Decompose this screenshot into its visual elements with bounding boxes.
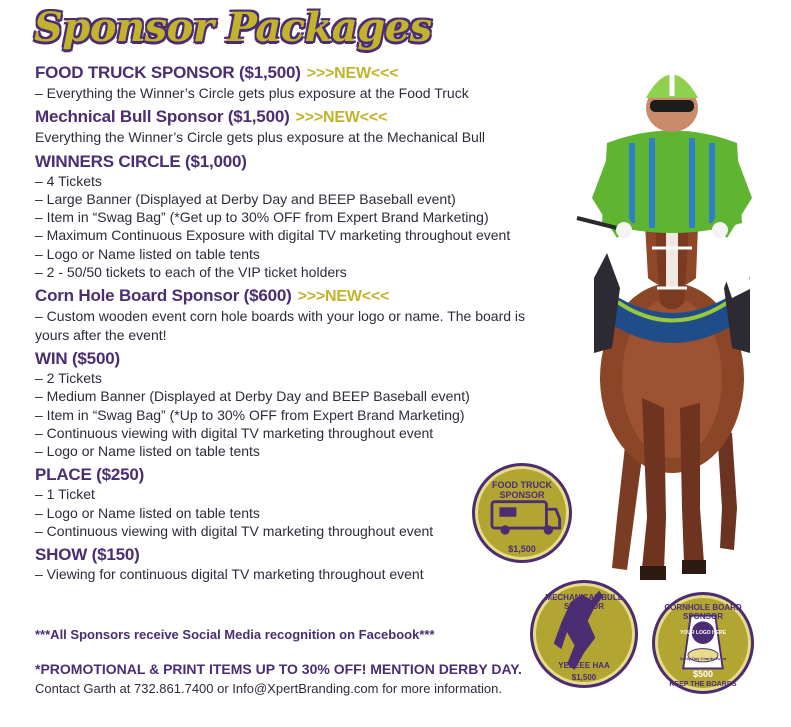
food-truck-sponsor-badge — [472, 463, 572, 563]
mechanical-bull-badge-tagline: YEEEEE HAA — [558, 661, 610, 670]
cornhole-badge-center: YOUR LOGO HERE — [680, 630, 726, 636]
promo-note: *PROMOTIONAL & PRINT ITEMS UP TO 30% OFF! MENTION DERBY DAY. — [35, 661, 522, 677]
package-line: – Medium Banner (Displayed at Derby Day and BEEP Baseball event) — [35, 388, 470, 405]
package-line: – Maximum Continuous Exposure with digital TV marketing throughout event — [35, 227, 511, 244]
cornhole-badge-mini-brand: Derby Day Charity Event — [679, 656, 727, 661]
package-line: – 1 Ticket — [35, 486, 95, 503]
package-line: – Logo or Name listed on table tents — [35, 245, 260, 262]
cornhole-badge-label: CORNHOLE BOARD SPONSOR — [664, 603, 742, 621]
package-line: – Large Banner (Displayed at Derby Day and BEEP Baseball event) — [35, 190, 456, 207]
package-title — [35, 62, 565, 84]
package-line: – Continuous viewing with digital TV marketing throughout event — [35, 424, 434, 441]
food-truck-badge-label: FOOD TRUCK SPONSOR — [492, 480, 552, 500]
package-line: – 2 - 50/50 tickets to each of the VIP ticket holders — [35, 264, 347, 281]
food-truck-badge-price: $1,500 — [508, 544, 536, 554]
package-title-text: PLACE ($250) — [35, 465, 145, 485]
package-line: – Custom wooden event corn hole boards with your logo or name. The board is yours after the event! — [35, 308, 526, 343]
package-4 — [35, 348, 565, 460]
mechanical-bull-sponsor-badge — [530, 580, 638, 688]
new-tag: >>>NEW<<< — [295, 109, 388, 127]
package-title — [35, 151, 565, 172]
package-line: – Item in “Swag Bag” (*Up to 30% OFF from Expert Brand Marketing) — [35, 406, 465, 423]
package-line: – Everything the Winner’s Circle gets plus exposure at the Food Truck — [35, 85, 469, 101]
package-title-text: Corn Hole Board Sponsor ($600) — [35, 286, 292, 306]
package-line: – Logo or Name listed on table tents — [35, 504, 260, 521]
new-tag: >>>NEW<<< — [306, 65, 399, 82]
jockey-horse-illustration — [572, 48, 772, 608]
package-title-text: WIN ($500) — [35, 348, 120, 368]
social-media-note: ***All Sponsors receive Social Media recognition on Facebook*** — [35, 627, 435, 642]
package-line: Everything the Winner’s Circle gets plus exposure at the Mechanical Bull — [35, 129, 486, 146]
package-title — [35, 106, 565, 128]
new-tag: >>>NEW<<< — [297, 288, 390, 306]
package-line: – 4 Tickets — [35, 172, 102, 189]
package-3 — [35, 285, 565, 344]
cornhole-badge-tagline: KEEP THE BOARDS — [669, 681, 737, 688]
package-title — [35, 348, 565, 369]
cornhole-badge-price: $500 — [692, 669, 714, 679]
package-1 — [35, 106, 565, 146]
package-line: – Viewing for continuous digital TV marketing throughout event — [35, 566, 424, 583]
cornhole-board-sponsor-badge — [652, 592, 754, 694]
package-title-text: SHOW ($150) — [35, 545, 140, 565]
package-title-text: WINNERS CIRCLE ($1,000) — [35, 151, 247, 171]
package-0 — [35, 62, 565, 102]
package-line: – 2 Tickets — [35, 369, 102, 386]
package-line: – Item in “Swag Bag” (*Get up to 30% OFF from Expert Brand Marketing) — [35, 209, 489, 226]
page-title: Sponsor Packages — [34, 4, 432, 51]
package-line: – Logo or Name listed on table tents — [35, 443, 260, 460]
package-title-text: FOOD TRUCK SPONSOR ($1,500) — [35, 63, 301, 82]
contact-info: Contact Garth at 732.861.7400 or Info@XpertBranding.com for more information. — [35, 681, 503, 696]
package-2 — [35, 151, 565, 282]
package-title — [35, 285, 565, 307]
mechanical-bull-badge-label: MECHANICAL BULL SPONSOR — [545, 593, 623, 611]
package-title-text: Mechnical Bull Sponsor ($1,500) — [35, 107, 290, 127]
package-line: – Continuous viewing with digital TV marketing throughout event — [35, 523, 434, 540]
mechanical-bull-badge-price: $1,500 — [571, 673, 597, 682]
